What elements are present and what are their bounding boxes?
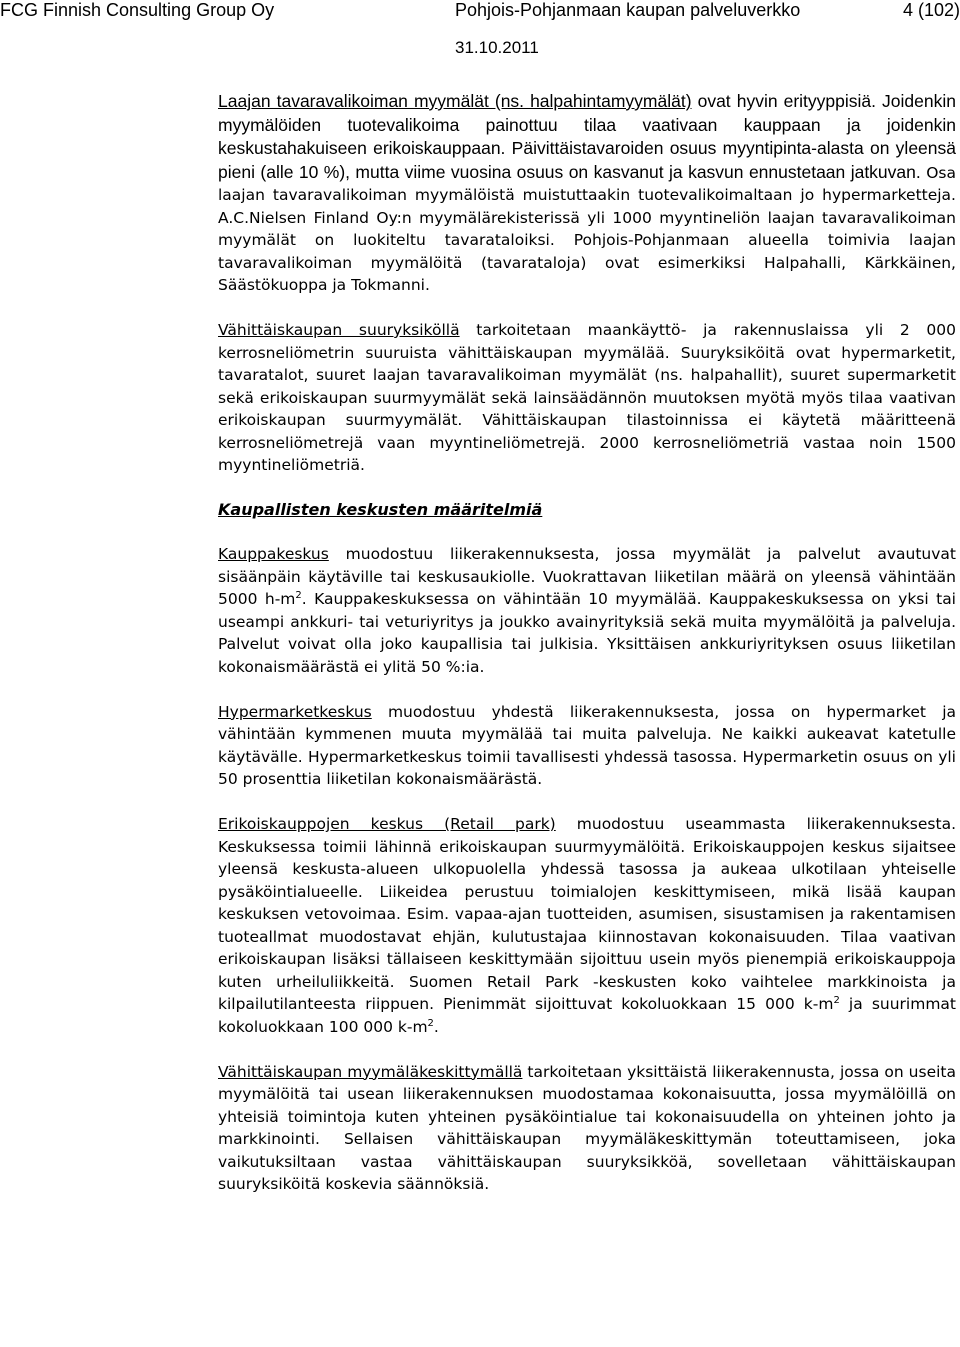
term-suuryksikko: Vähittäiskaupan suuryksiköllä <box>218 321 460 339</box>
term-laajan-tavaravalikoiman: Laajan tavaravalikoiman myymälät (ns. halpahintamyymälät) <box>218 91 692 111</box>
section-heading: Kaupallisten keskusten määritelmiä <box>218 499 543 519</box>
header-page-number: 4 (102) <box>902 0 960 20</box>
document-body <box>218 90 956 1196</box>
paragraph-myymalakeskittyma: Vähittäiskaupan myymäläkeskittymällä tarkoitetaan yksittäistä liikerakennusta, jossa on useita myymälöitä tai usean liikerakennuksen muodostamaa kokonaisuutta, jossa myymälöillä on yhteisiä toimintoja kuten yhteinen pysäköintialue tai kokonaisuudella on yhteinen johto ja markkinointi. Sellaisen vähittäiskaupan myymäläkeskittymän toteuttamiseen, joka vaikutuksiltaan vastaa vähittäiskaupan suuryksikköä, sovelletaan vähittäiskaupan suuryksiköitä koskevia säännöksiä. <box>218 1062 956 1193</box>
term-myymalakeskittyma: Vähittäiskaupan myymäläkeskittymällä <box>218 1062 523 1081</box>
paragraph-suuryksikko: Vähittäiskaupan suuryksiköllä tarkoitetaan maankäyttö- ja rakennuslaissa yli 2 000 kerrosneliömetrin suuruista vähittäiskaupan myymälää. Suuryksiköitä ovat hypermarketit, tavaratalot, suuret laajan tavaravalikoiman myymälät (ns. halpahallit), suuret supermarketit sekä erikoiskaupan suurmyymälät sekä lainsäädännön muutoksen myötä myös tilaa vaativan erikoiskaupan suurmyymälät. Vähittäiskaupan tilastoinnissa ei käytetä määritteenä kerrosneliömetrejä vaan myyntineliömetrejä. 2000 kerrosneliömetriä vastaa noin 1500 myyntineliömetriä. <box>218 321 956 474</box>
term-retail-park: Erikoiskauppojen keskus (Retail park) <box>218 815 556 833</box>
paragraph-kauppakeskus: Kauppakeskus muodostuu liikerakennuksesta, jossa myymälät ja palvelut avautuvat sisäänpäin käytäville tai keskusaukiolle. Vuokrattavan liiketilan määrä on yleensä vähintään 5000 $h-m^2$. Kauppakeskuksessa on vähintään 10 myymälää. Kauppakeskuksessa on yksi tai useampi ankkuri- tai veturiyritys ja joukko avainyrityksiä sekä muita myymälöitä ja palveluja. Palvelut voivat olla joko kaupallisia tai julkisia. Yksittäisen ankkuriyrityksen osuus liiketilan kokonaismäärästä ei ylitä 50 %:ia. <box>218 545 956 676</box>
header-company: FCG Finnish Consulting Group Oy <box>0 0 275 20</box>
paragraph-hypermarketkeskus: Hypermarketkeskus muodostuu yhdestä liikerakennuksesta, jossa on hypermarket ja vähintään kymmenen muuta myymälää tai muita palveluja. Ne kaikki aukeavat katetulle käytävälle. Hypermarketkeskus toimii tavallisesti yhdessä tasossa. Hypermarketin osuus on yli 50 prosenttia liiketilan kokonaismäärästä. <box>218 702 956 788</box>
paragraph-retail-park: Erikoiskauppojen keskus (Retail park) muodostuu useammasta liikerakennuksesta. Keskuksessa toimii lähinnä erikoiskaupan suurmyymälöitä. Erikoiskauppojen keskus sijaitsee yleensä keskusta-alueen ulkopuolella yhdessä tasossa ja aukeaa ulkotilaan yhteiselle pysäköintialueelle. Liikeidea perustuu toimialojen keskittymiseen, mikä lisää kaupan keskuksen vetovoimaa. Esim. vapaa-ajan tuotteiden, asumisen, sisustamisen ja rakentamisen tuoteallmat muodostavat ehjän, kulutustajaa kiinnostavan kokonaisuuden. Tilaa vaativan erikoiskaupan lisäksi tällaiseen keskittymään sijoittuu usein myös pienempiä erikoiskauppoja kuten urheiluliikkeitä. Suomen Retail Park -keskusten koko vaihtelee markkinoista ja kilpailutilanteesta riippuen. Pienimmät sijoittuvat kokoluokkaan 15 000 $k-m^2$ ja suurimmat kokoluokkaan 100 000 $k-m^2$. <box>218 815 956 1036</box>
term-kauppakeskus: Kauppakeskus <box>218 545 329 563</box>
header-project: Pohjois-Pohjanmaan kaupan palveluverkko <box>455 0 801 20</box>
paragraph-laajan-tavaravalikoiman: Laajan tavaravalikoiman myymälät (ns. halpahintamyymälät) ovat hyvin erityyppisiä. Joidenkin myymälöiden tuotevalikoima painottuu tilaa vaativaan kauppaan ja joidenkin keskustahakuiseen erikoiskauppaan. Päivittäistavaroiden osuus myyntipinta-alasta on yleensä pieni (alle 10 %), mutta viime vuosina osuus on kasvanut ja kasvun ennustetaan jatkuvan. Osa laajan tavaravalikoiman myymälöistä muistuttaakin tuotevalikoimaltaan jo hypermarketteja. A.C.Nielsen Finland Oy:n myymälärekisterissä yli 1000 myyntineliön laajan tavaravalikoiman myymälät on luokiteltu tavarataloiksi. Pohjois-Pohjanmaan alueella toimivia laajan tavaravalikoiman myymälöitä (tavarataloja) ovat esimerkiksi Halpahalli, Kärkkäinen, Säästökuoppa ja Tokmanni. <box>218 91 957 294</box>
header-date: 31.10.2011 <box>455 38 539 57</box>
page-header <box>0 0 960 30</box>
term-hypermarketkeskus: Hypermarketkeskus <box>218 702 372 721</box>
